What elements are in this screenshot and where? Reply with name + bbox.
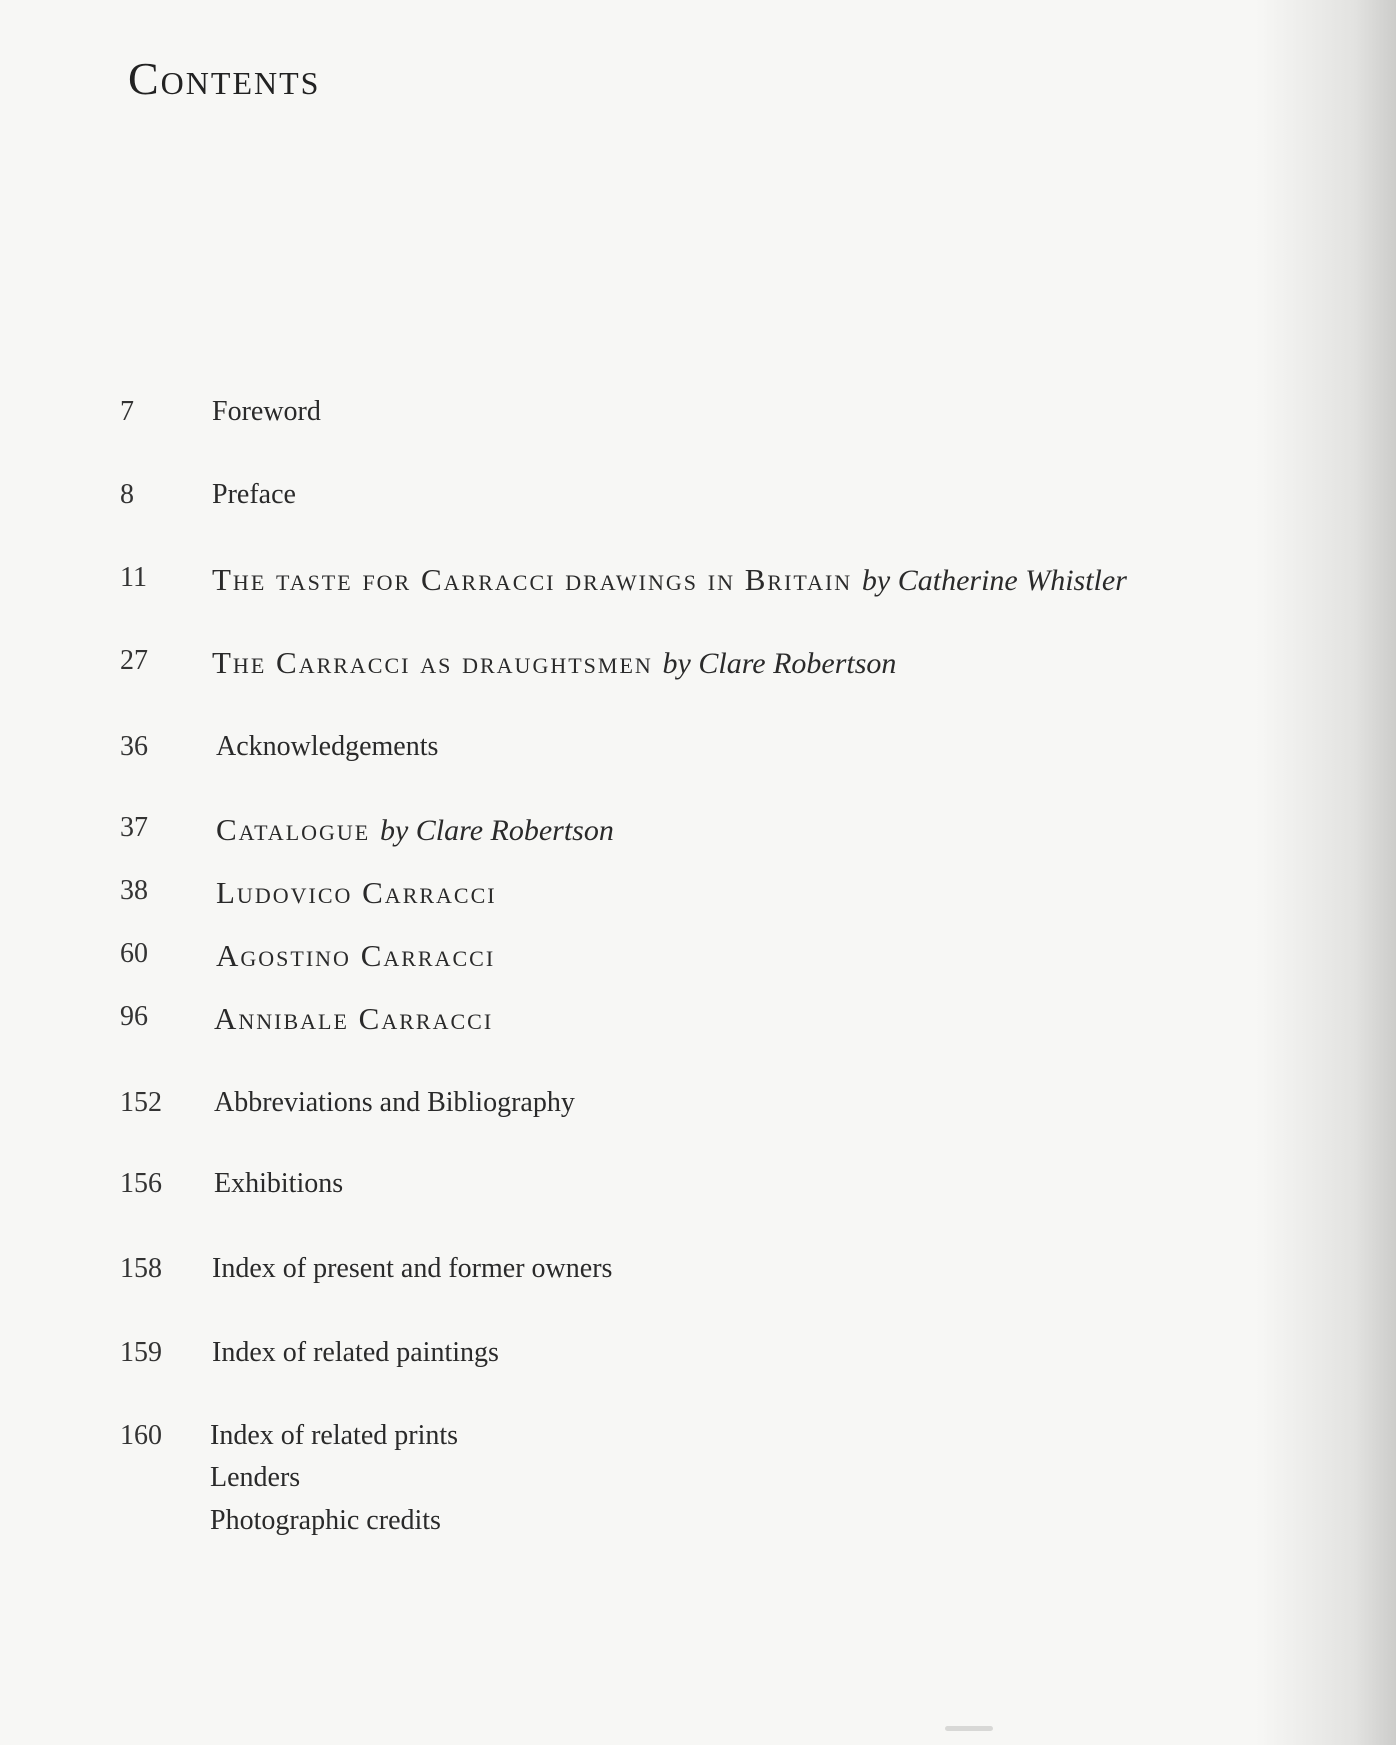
toc-entry-taste [0,562,1300,606]
toc-title: Ludovico Carracci [216,875,497,910]
page-title: Contents [128,53,321,104]
toc-page-number: 38 [120,875,148,906]
toc-entry-owners-index [0,1253,1300,1297]
toc-byline: by Catherine Whistler [861,564,1127,597]
toc-title: Catalogue [216,812,371,847]
toc-page-number: 156 [120,1168,162,1199]
toc-title-line [212,645,896,681]
toc-page-number: 152 [120,1087,162,1118]
toc-entry-acknowledgements [0,731,1300,775]
toc-title: Exhibitions [214,1168,344,1199]
toc-page-number: 60 [120,938,148,969]
paper-blemish [945,1726,993,1731]
toc-byline: by Clare Robertson [662,647,897,680]
toc-page-number: 11 [120,562,147,593]
toc-entry-bibliography [0,1087,1300,1131]
toc-title: The taste for Carracci drawings in Britain [212,562,853,597]
toc-page-number: 8 [120,479,134,510]
toc-entry-draughtsmen [0,645,1300,689]
toc-title: Foreword [212,396,321,427]
toc-page-number: 160 [120,1420,162,1451]
toc-sub-lenders: Lenders [210,1462,301,1493]
toc-entry-paintings-index [0,1337,1300,1381]
toc-title: Annibale Carracci [214,1001,494,1036]
toc-title-line [216,812,614,848]
page-edge-shadow [1256,0,1396,1745]
toc-title: Agostino Carracci [216,938,496,973]
toc-title: Index of related paintings [212,1337,499,1368]
toc-page-number: 7 [120,396,134,427]
toc-page-number: 96 [120,1001,148,1032]
toc-entry-foreword [0,396,1300,440]
toc-entry-preface [0,479,1300,523]
toc-title: Index of related prints [210,1420,459,1451]
toc-page-number: 158 [120,1253,162,1284]
toc-sub-photographic-credits: Photographic credits [210,1505,441,1536]
toc-entry-ludovico [0,875,1300,919]
toc-page-number: 37 [120,812,148,843]
toc-entry-catalogue [0,812,1300,856]
toc-byline: by Clare Robertson [379,814,614,847]
toc-title: Index of present and former owners [212,1253,613,1284]
toc-page-number: 36 [120,731,148,762]
toc-title: Abbreviations and Bibliography [214,1087,575,1118]
toc-title: Acknowledgements [216,731,439,762]
toc-page-number: 159 [120,1337,162,1368]
toc-title: Preface [212,479,296,510]
toc-entry-prints-index [0,1420,1300,1464]
toc-title: The Carracci as draughtsmen [212,645,653,680]
toc-entry-annibale [0,1001,1300,1045]
toc-title-line [212,562,1127,598]
toc-entry-agostino [0,938,1300,982]
toc-entry-exhibitions [0,1168,1300,1212]
toc-page-number: 27 [120,645,148,676]
